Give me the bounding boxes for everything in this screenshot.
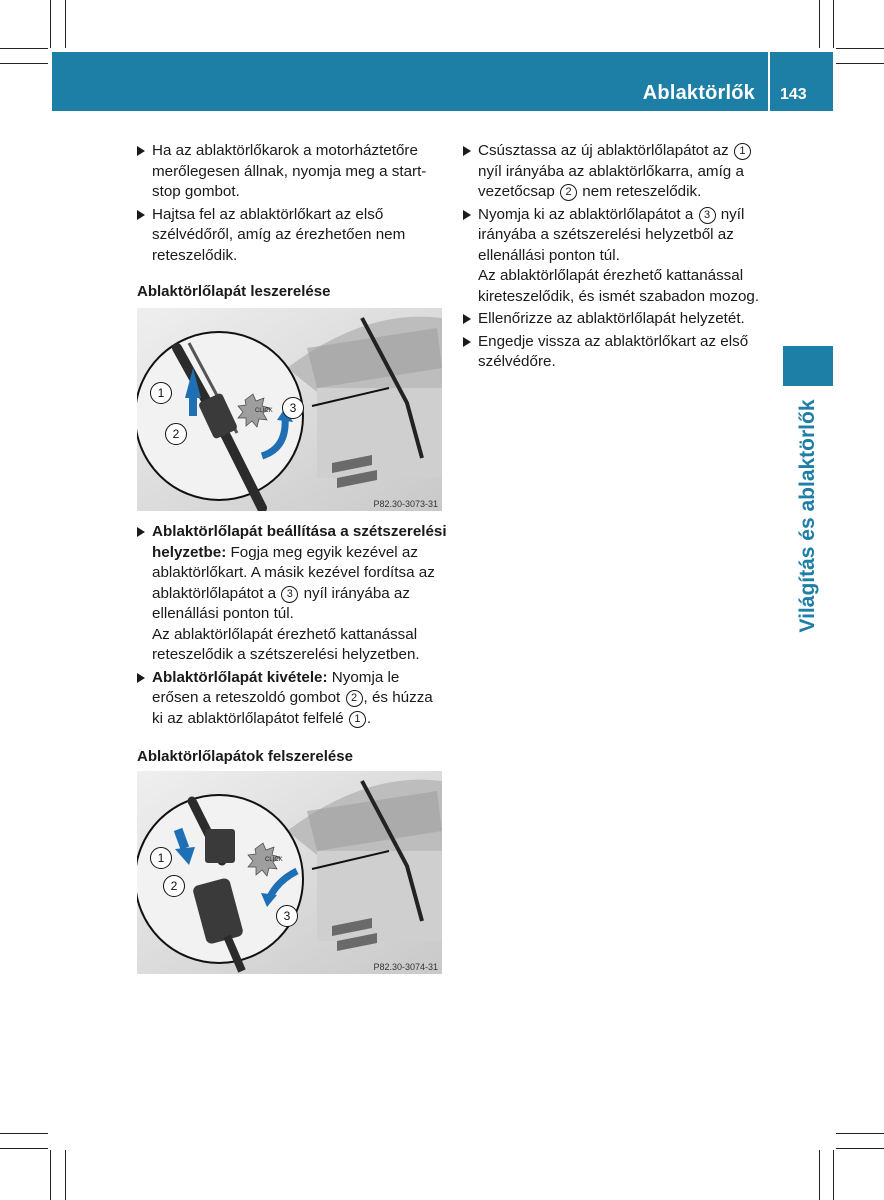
callout-ref: 3 <box>281 586 298 603</box>
click-label: CLICK <box>255 408 273 414</box>
callout-3: 3 <box>276 905 298 927</box>
step-title: Ablaktörlőlapát beállítása a szétszerelési helyzetbe: <box>152 523 447 561</box>
instruction-step <box>137 668 447 730</box>
page-title: Ablaktörlők <box>642 82 755 104</box>
figure-wiper-removal <box>137 308 442 511</box>
crop-mark <box>833 1150 834 1200</box>
step-title: Ablaktörlőlapát kivétele: <box>152 668 328 686</box>
callout-1: 1 <box>150 382 172 404</box>
step-text: Hajtsa fel az ablaktörlőkart az első szélvédőről, amíg az érezhetően nem reteszelődik. <box>152 205 406 264</box>
callout-ref: 2 <box>560 184 577 201</box>
crop-mark <box>65 1150 66 1200</box>
callout-3: 3 <box>282 397 304 419</box>
page-number: 143 <box>780 86 807 103</box>
chapter-label: Világítás és ablaktörlők <box>796 399 819 633</box>
step-text: nem reteszelődik. <box>582 183 702 200</box>
step-text: Engedje vissza az ablaktörlőkart az első szélvédőre. <box>478 332 749 370</box>
crop-mark <box>836 48 884 49</box>
step-note: Az ablaktörlőlapát érezhető kattanással reteszelődik a szétszerelési helyzetben. <box>152 625 420 663</box>
figure-code: P82.30-3073-31 <box>373 499 438 509</box>
left-column-lower <box>137 522 447 768</box>
crop-mark <box>65 0 66 48</box>
instruction-step <box>463 332 775 373</box>
page-header <box>52 52 833 111</box>
callout-ref: 3 <box>699 207 716 224</box>
step-arrow-icon <box>137 210 145 220</box>
instruction-step <box>137 205 447 267</box>
step-text: nyíl irányába az ellenállási ponton túl. <box>152 584 410 622</box>
crop-mark <box>836 1133 884 1134</box>
instruction-step <box>137 141 447 203</box>
step-text: Ha az ablaktörlőkarok a motorháztetőre merőlegesen állnak, nyomja meg a start-stop gombot. <box>152 142 427 200</box>
crop-mark <box>0 1148 48 1149</box>
figure-code: P82.30-3074-31 <box>373 962 438 972</box>
left-column <box>137 141 447 303</box>
instruction-step <box>463 141 775 203</box>
crop-mark <box>836 63 884 64</box>
click-label: CLICK <box>265 857 283 863</box>
instruction-step <box>463 309 775 330</box>
chapter-tab <box>783 346 833 386</box>
crop-mark <box>833 0 834 48</box>
step-text: Nyomja le erősen a reteszoldó gombot <box>152 668 400 706</box>
step-text: nyíl irányába a szétszerelési helyzetből az ellenállási ponton túl. <box>478 205 745 264</box>
step-text: Csúsztassa az új ablaktörlőlapátot az <box>478 142 729 159</box>
step-text: Fogja meg egyik kezével az ablaktörlőkart. A másik kezével fordítsa az ablaktörlőlapátot a <box>152 543 435 602</box>
step-note: Az ablaktörlőlapát érezhető kattanással kireteszelődik, és ismét szabadon mozog. <box>478 267 760 305</box>
callout-2: 2 <box>163 875 185 897</box>
crop-mark <box>50 0 51 48</box>
crop-mark <box>0 1133 48 1134</box>
step-arrow-icon <box>463 314 471 324</box>
step-arrow-icon <box>463 146 471 156</box>
callout-ref: 1 <box>734 143 751 160</box>
crop-mark <box>0 48 48 49</box>
step-text: Ellenőrizze az ablaktörlőlapát helyzetét. <box>478 310 745 327</box>
step-text: , és húzza ki az ablaktörlőlapátot felfelé <box>152 689 433 727</box>
instruction-step <box>463 205 775 308</box>
callout-1: 1 <box>150 847 172 869</box>
header-divider <box>768 52 770 111</box>
crop-mark <box>819 0 820 48</box>
crop-mark <box>836 1148 884 1149</box>
wiper-install-illustration <box>137 771 442 974</box>
crop-mark <box>819 1150 820 1200</box>
crop-mark <box>0 63 48 64</box>
callout-ref: 1 <box>349 711 366 728</box>
callout-2: 2 <box>165 423 187 445</box>
step-arrow-icon <box>463 210 471 220</box>
section-heading: Ablaktörlőlapátok felszerelése <box>137 748 353 765</box>
step-text: nyíl irányába az ablaktörlőkarra, amíg a vezetőcsap <box>478 162 744 200</box>
step-text: . <box>366 709 372 727</box>
right-column <box>463 141 775 375</box>
step-arrow-icon <box>137 146 145 156</box>
figure-wiper-install <box>137 771 442 974</box>
step-arrow-icon <box>137 527 145 537</box>
callout-ref: 2 <box>346 690 363 707</box>
step-arrow-icon <box>137 673 145 683</box>
crop-mark <box>50 1150 51 1200</box>
section-heading: Ablaktörlőlapát leszerelése <box>137 283 331 300</box>
step-text: Nyomja ki az ablaktörlőlapátot a <box>478 205 694 223</box>
step-arrow-icon <box>463 337 471 347</box>
instruction-step <box>137 522 447 666</box>
